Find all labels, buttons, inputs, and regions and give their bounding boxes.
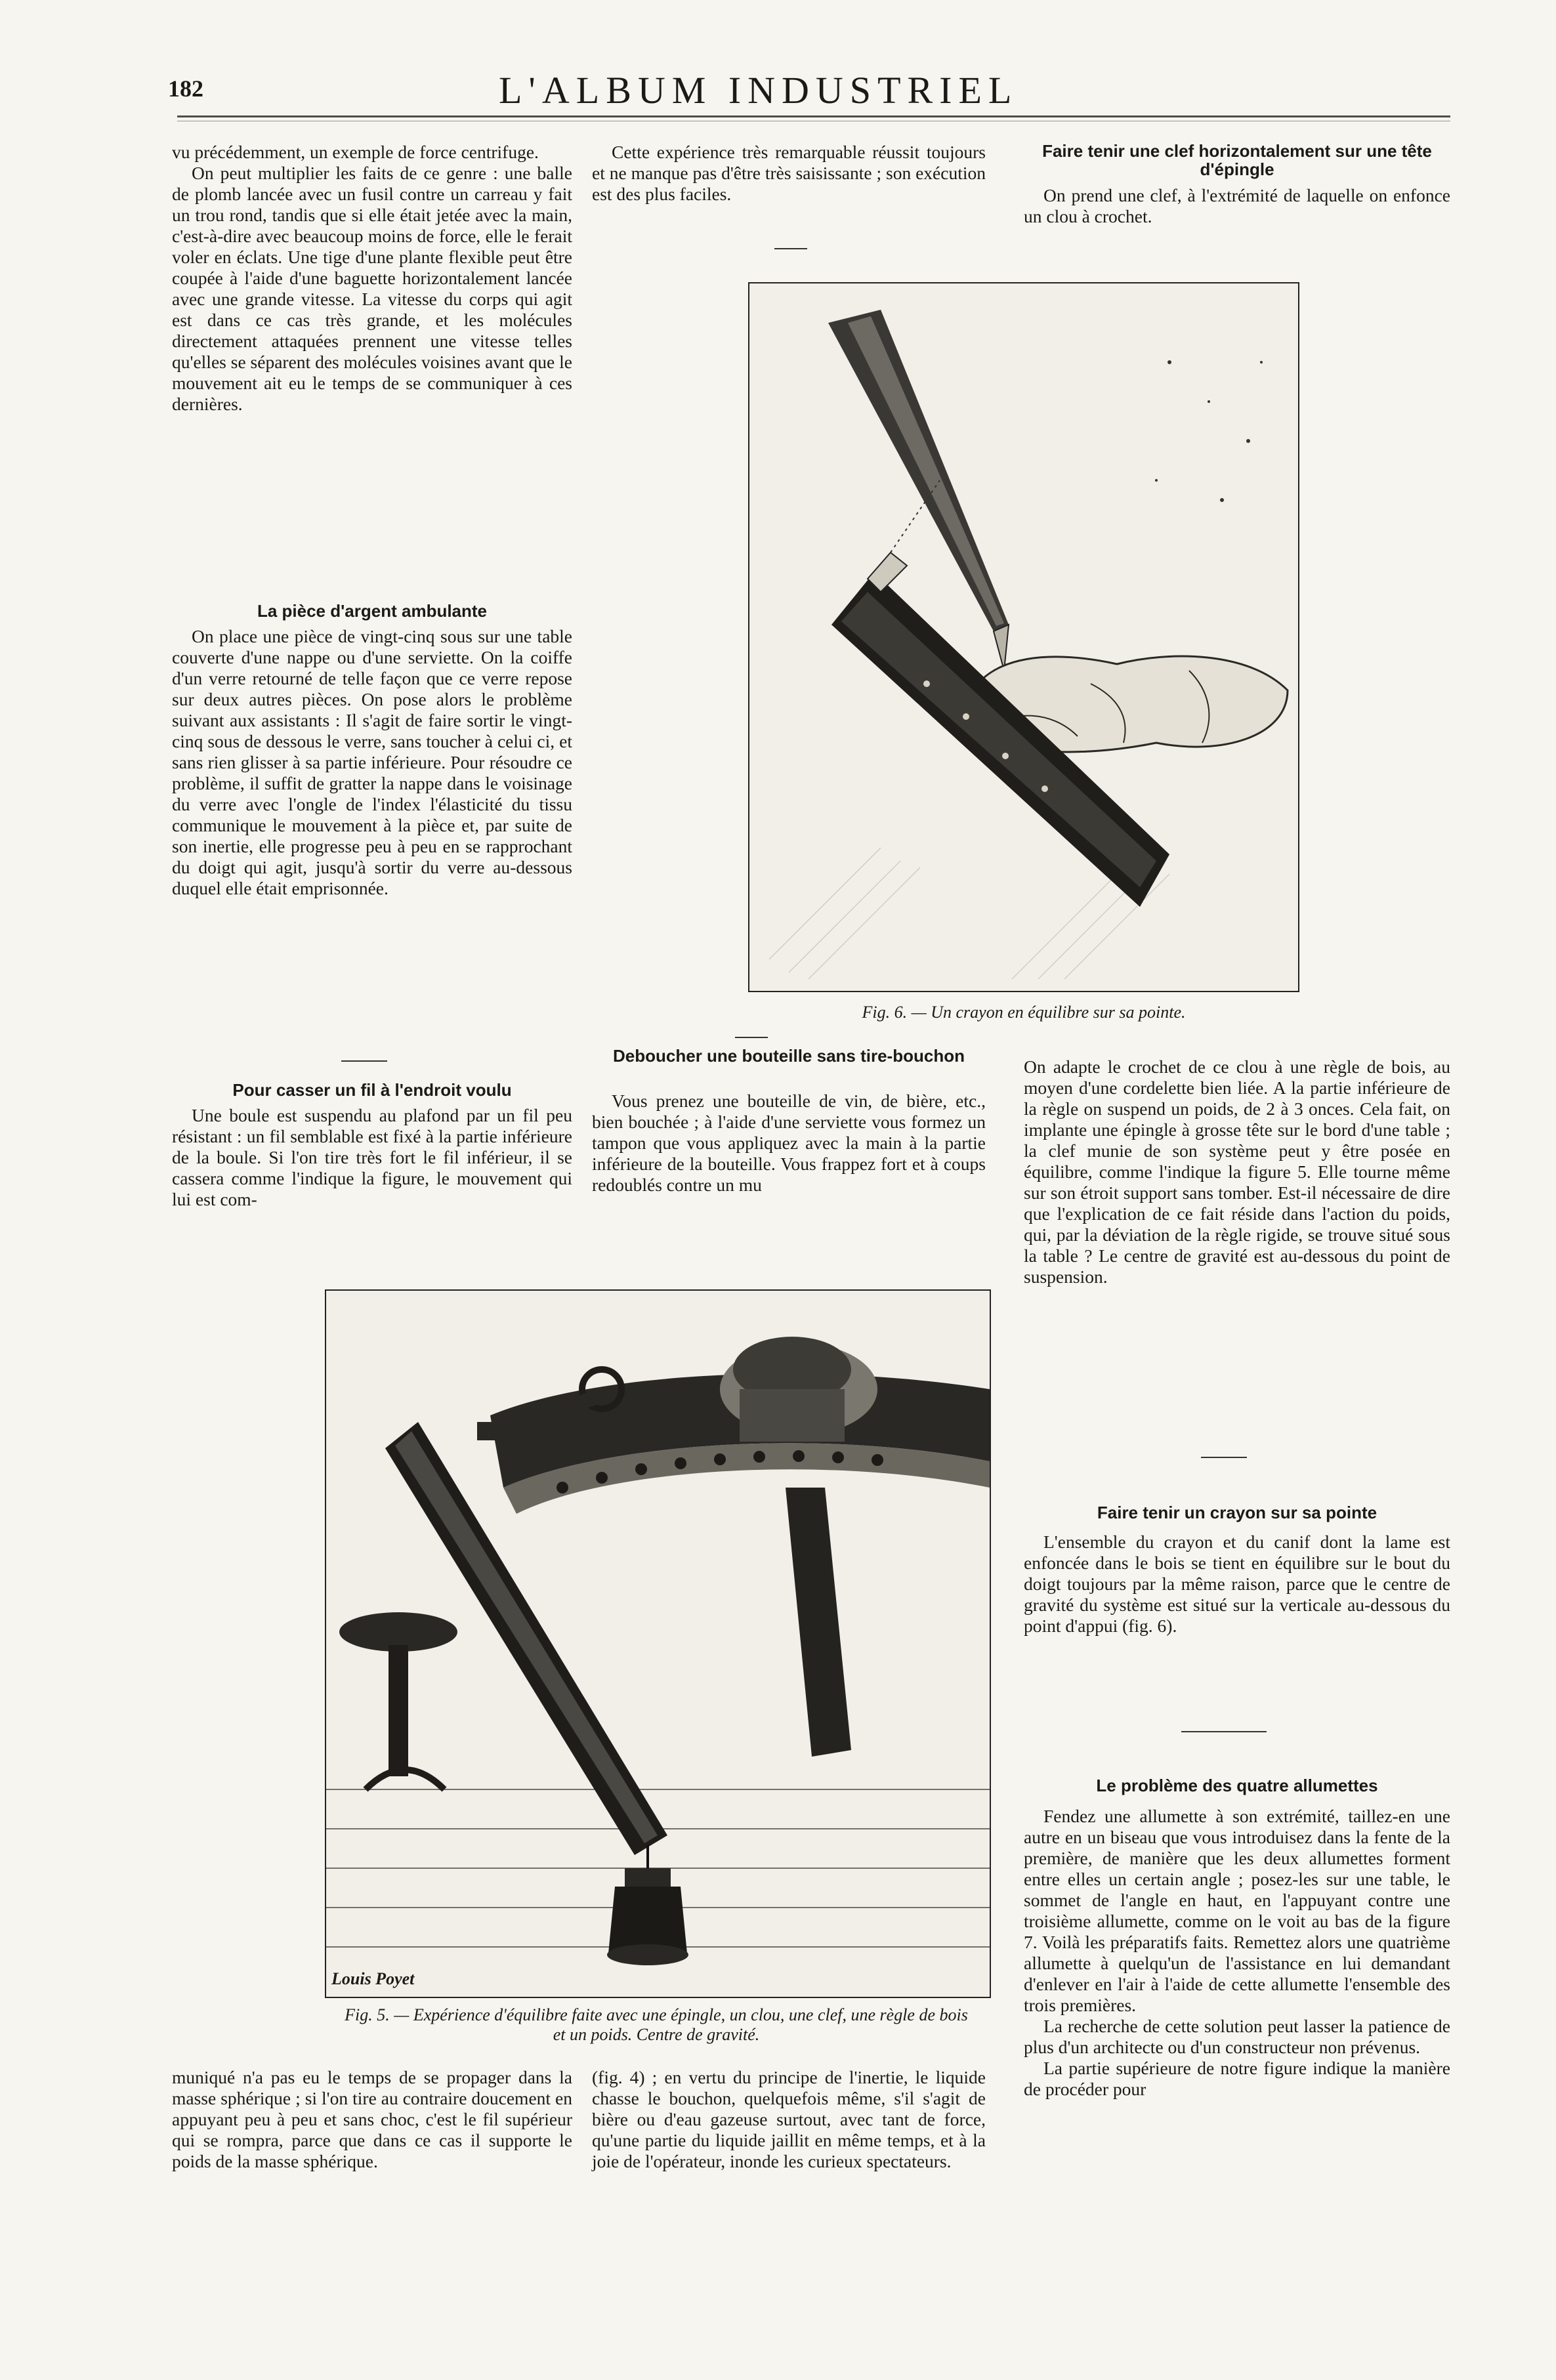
paragraph: On prend une clef, à l'extrémité de laquelle on enfonce un clou à crochet.: [1024, 185, 1450, 226]
separator: [735, 1037, 768, 1038]
paragraph: muniqué n'a pas eu le temps de se propager dans la masse sphérique ; si l'on tire au contraire doucement en appuyant peu à peu et sans choc, c'est le fil supérieur qui se rompra, parce que dans ce cas il supporte le poids de la masse sphérique.: [172, 2067, 572, 2171]
page-number: 182: [168, 75, 203, 102]
paragraph: On place une pièce de vingt-cinq sous sur une table couverte d'une nappe ou d'une serviette. On la coiffe d'un verre retourné de telle façon que ce verre repose sur deux autres pièces. On pose alors le problème suivant aux assistants : Il s'agit de faire sortir le vingt-cinq sous de dessous le verre, sans toucher à celui ci, et sans rien glisser à sa partie inférieure. Pour résoudre ce problème, il suffit de gratter la nappe dans le voisinage du verre avec l'ongle de l'index l'élasticité du tissu communique le mouvement à la pièce et, par suite de son inertie, elle progresse peu à peu en se rapprochant du doigt qui agit, jusqu'à sortir du verre au-dessous duquel elle était emprisonnée.: [172, 626, 572, 898]
column-2-middle: [592, 1091, 986, 1196]
column-1-continuation: [172, 2067, 572, 2172]
header-rule: [177, 115, 1450, 117]
section-heading-crayon: Faire tenir un crayon sur sa pointe: [1097, 1503, 1377, 1522]
paragraph: Cette expérience très remarquable réussit toujours et ne manque pas d'être très saisissante ; son exécution est des plus faciles.: [592, 142, 986, 204]
section-heading-piece: La pièce d'argent ambulante: [257, 601, 488, 621]
artist-signature: Louis Poyet: [331, 1969, 415, 1988]
column-2-continuation: [592, 2067, 986, 2172]
paragraph: vu précédemment, un exemple de force centrifuge.: [172, 142, 539, 162]
key-balance-engraving: [326, 1291, 990, 1997]
journal-title: L'ALBUM INDUSTRIEL: [499, 69, 1019, 112]
column-2-top: [592, 142, 986, 205]
column-1-middle: [172, 626, 572, 899]
column-3-crayon: [1024, 1532, 1450, 1637]
separator: [774, 248, 807, 249]
section-heading-fil: Pour casser un fil à l'endroit voulu: [232, 1080, 512, 1100]
paragraph: On adapte le crochet de ce clou à une règle de bois, au moyen d'une cordelette bien liée. A la partie inférieure de la règle on suspend un poids, de 2 à 3 onces. Cela fait, on implante une épingle à grosse tête sur le bord d'une table ; la clef munie de son système peut y être posée en équilibre, comme l'indique la figure 5. Elle tourne même sur son étroit support sans tomber. Est-il nécessaire de dire que l'explication de ce fait réside dans l'action du poids, qui, par la déviation de la règle rigide, se trouve situé sous la table ? Le centre de gravité est au-dessous du point de suspension.: [1024, 1056, 1450, 1287]
column-1-top: [172, 142, 572, 415]
paragraph: Fendez une allumette à son extrémité, taillez-en une autre en un biseau que vous introduisez dans la fente de la première, de manière que les deux allumettes forment entre elles un certain angle ; posez-les sur une table, le sommet de l'angle en haut, en l'appuyant contre une troisième allumette, comme on le voit au bas de la figure 7. Voilà les préparatifs faits. Remettez alors une quatrième allumette à quelqu'un de l'assistance en lui demandant d'enlever en l'air à l'aide de cette allumette l'ensemble des trois premières.: [1024, 1806, 1450, 2015]
section-heading-clef: Faire tenir une clef horizontalement sur une tête d'épingle: [1042, 141, 1432, 179]
separator: [1201, 1457, 1247, 1458]
paragraph: Une boule est suspendu au plafond par un fil peu résistant : un fil semblable est fixé à la partie inférieure de la boule. Si l'on tire très fort le fil inférieur, il se cassera comme l'indique la figure, le mouvement qui lui est com-: [172, 1105, 572, 1209]
section-heading-bouteille: Deboucher une bouteille sans tire-bouchon: [613, 1046, 965, 1066]
paragraph: On peut multiplier les faits de ce genre : une balle de plomb lancée avec un fusil contre un carreau y fait un trou rond, tandis que si elle était jetée avec la main, c'est-à-dire avec beaucoup moins de force, elle le ferait voler en éclats. Une tige d'une plante flexible peut être coupée à l'aide d'une baguette horizontalement lancée avec une grande vitesse. La vitesse du corps qui agit est dans ce cas très grande, et les molécules directement attaquées prennent une vitesse telles qu'elles se séparent des molécules voisines avant que le mouvement ait eu le temps de se communiquer à ces dernières.: [172, 163, 572, 414]
figure-5-caption: Fig. 5. — Expérience d'équilibre faite avec une épingle, un clou, une clef, une règle de bois et un poids. Centre de gravité.: [345, 2005, 968, 2044]
pencil-knife-engraving: [749, 283, 1298, 991]
paragraph: L'ensemble du crayon et du canif dont la lame est enfoncée dans le bois se tient en équilibre sur le bout du doigt toujours par la même raison, parce que le centre de gravité du système est situé sur la verticale au-dessous du point d'appui (fig. 6).: [1024, 1532, 1450, 1636]
section-heading-allumettes: Le problème des quatre allumettes: [1096, 1776, 1378, 1795]
figure-6-illustration: [748, 282, 1299, 992]
column-1-bottom: [172, 1105, 572, 1210]
paragraph: La partie supérieure de notre figure indique la manière de procéder pour: [1024, 2058, 1450, 2099]
figure-6-caption: Fig. 6. — Un crayon en équilibre sur sa pointe.: [862, 1003, 1186, 1022]
column-3-bottom: [1024, 1806, 1450, 2100]
separator: [1181, 1731, 1267, 1732]
paragraph: La recherche de cette solution peut lasser la patience de plus d'un architecte ou d'un constructeur non prévenus.: [1024, 2016, 1450, 2057]
column-3-top: [1024, 185, 1450, 227]
figure-5-illustration: [325, 1289, 991, 1998]
separator: [341, 1060, 387, 1062]
paragraph: (fig. 4) ; en vertu du principe de l'inertie, le liquide chasse le bouchon, quelquefois même, s'il s'agit de bière ou d'eau gazeuse surtout, avec tant de force, qu'une partie du liquide jaillit en même temps, et à la joie de l'opérateur, inonde les curieux spectateurs.: [592, 2067, 986, 2171]
paragraph: Vous prenez une bouteille de vin, de bière, etc., bien bouchée ; à l'aide d'une serviette vous formez un tampon que vous appliquez avec la main à la partie inférieure de la bouteille. Vous frappez fort et à coups redoublés contre un mu: [592, 1091, 986, 1195]
column-3-middle: [1024, 1056, 1450, 1287]
